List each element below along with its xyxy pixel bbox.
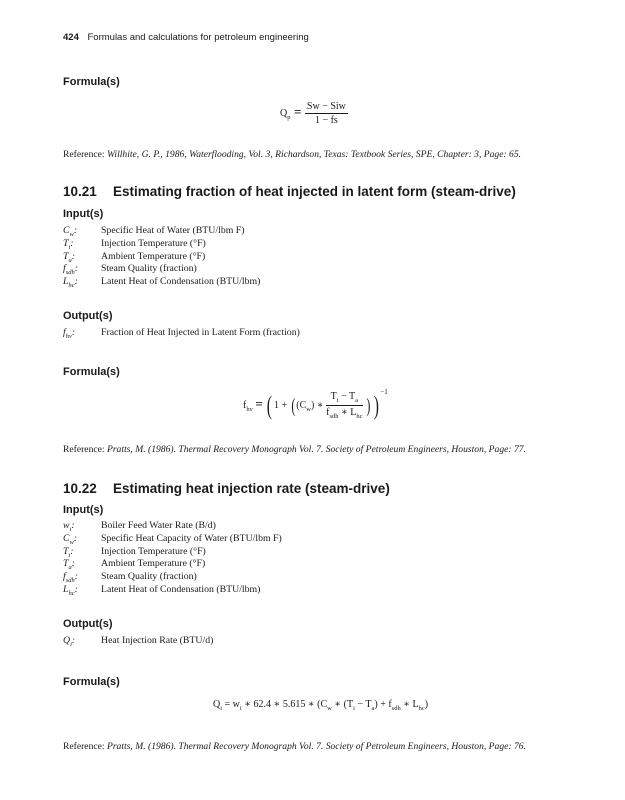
reference — [63, 741, 526, 752]
formula-heading: Formula(s) — [63, 76, 120, 88]
input-list — [63, 225, 260, 289]
reference-text: Willhite, G. P., 1986, Waterflooding, Vol. 3, Richardson, Texas: Textbook Series, SPE, Chapter: 3, Page: 65. — [106, 149, 522, 160]
formula-fhv: $f_{hv}$ = ( $1 + ((C_w)$ ∗ $\frac{T_i - T_a}{f_{sdh} ∗ L_{hc}}$ ) ) $^{-1}$ — [243, 388, 388, 421]
output-list — [63, 327, 300, 340]
formula-heading: Formula(s) — [63, 366, 120, 378]
reference-label: Reference: — [63, 149, 105, 160]
formula-heading: Formula(s) — [63, 676, 120, 688]
reference-label: Reference: — [63, 444, 105, 455]
list-item: $w_i$: Boiler Feed Water Rate (B/d) — [63, 520, 216, 533]
list-item: $T_a$: Ambient Temperature (°F) — [63, 558, 206, 572]
formula-numerator: Sw − Siw — [306, 101, 346, 112]
output-heading: Output(s) — [63, 310, 113, 322]
reference — [63, 444, 526, 455]
section-heading-10-22 — [63, 481, 390, 496]
input-heading: Input(s) — [63, 504, 104, 516]
list-item: $f_{sdh}$: Steam Quality (fraction) — [63, 263, 197, 277]
section-title: Estimating heat injection rate (steam-drive) — [113, 481, 390, 496]
section-title: Estimating fraction of heat injected in latent form (steam-drive) — [113, 184, 516, 199]
formula-qp: $Q_p$ = $\frac{\text{Sw − Siw}}{1 - fs}$ — [280, 101, 346, 126]
formula-qi: $Q_i = w_i$ ∗ 62.4 ∗ 5.615 ∗ ($C_w$ ∗ $(T_i - T_a) + f_{sdh}$ ∗ $L_{hc}$) — [213, 699, 429, 712]
list-item: $L_{hc}$: Latent Heat of Condensation (BTU/lbm) — [63, 276, 261, 290]
list-item: $T_i$: Injection Temperature (°F) — [63, 545, 206, 559]
section-number: 10.22 — [63, 481, 97, 496]
formula-lhs: Q — [280, 107, 288, 119]
reference-text: Pratts, M. (1986). Thermal Recovery Monograph Vol. 7. Society of Petroleum Engineers, Houston, Page: 77. — [106, 444, 526, 455]
running-head — [63, 32, 309, 43]
list-item: $L_{hc}$: Latent Heat of Condensation (BTU/lbm) — [63, 583, 261, 597]
output-heading: Output(s) — [63, 618, 113, 630]
formula-denominator: 1 − fs — [314, 115, 338, 126]
list-item: $f_{hv}$: Fraction of Heat Injected in Latent Form (fraction) — [63, 327, 300, 340]
list-item: $T_i$: Injection Temperature (°F) — [63, 237, 206, 251]
list-item: $Q_i$: Heat Injection Rate (BTU/d) — [63, 635, 214, 648]
list-item: $C_w$: Specific Heat Capacity of Water (BTU/lbm F) — [63, 532, 282, 546]
section-number: 10.21 — [63, 184, 97, 199]
output-list — [63, 635, 213, 648]
reference-text: Pratts, M. (1986). Thermal Recovery Monograph Vol. 7. Society of Petroleum Engineers, Houston, Page: 76. — [106, 741, 526, 752]
reference — [63, 149, 521, 160]
page-number: 424 — [63, 32, 79, 43]
reference-label: Reference: — [63, 741, 105, 752]
input-list — [63, 520, 282, 597]
running-head-title: Formulas and calculations for petroleum engineering — [87, 32, 309, 43]
list-item: $C_w$: Specific Heat of Water (BTU/lbm F) — [63, 225, 245, 238]
input-heading: Input(s) — [63, 208, 104, 220]
section-heading-10-21 — [63, 184, 516, 199]
list-item: $f_{sdh}$: Steam Quality (fraction) — [63, 571, 197, 585]
formula-lhs-sub: p — [287, 113, 291, 121]
list-item: $T_a$: Ambient Temperature (°F) — [63, 250, 206, 264]
